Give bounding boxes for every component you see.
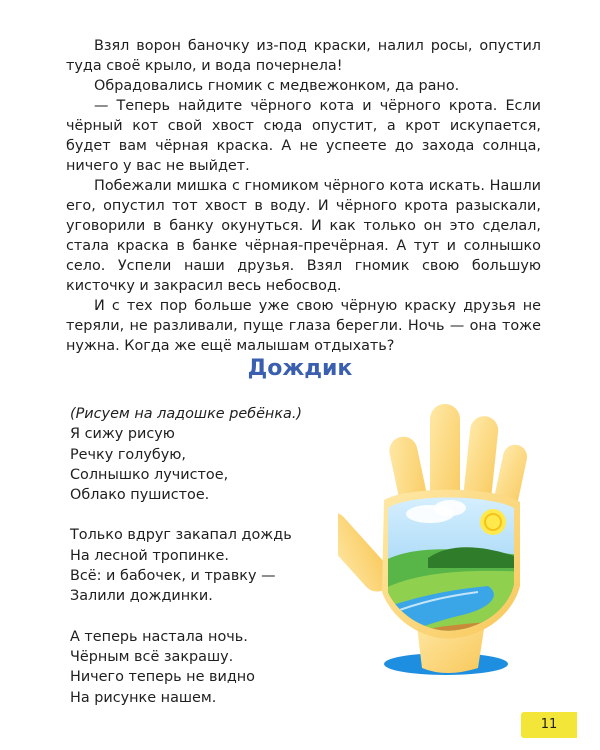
poem-line: Чёрным всё закрашу.	[70, 648, 234, 665]
stanza-gap	[70, 607, 330, 627]
poem-note: (Рисуем на ладошке ребёнка.)	[70, 406, 303, 422]
paragraph: Взял ворон баночку из-под краски, налил росы, опустил туда своё крыло, и вода почернела!	[66, 38, 541, 74]
poem-line: Я сижу рисую	[70, 426, 175, 443]
page-number: 11	[521, 712, 577, 738]
poem-line: На лесной тропинке.	[70, 547, 229, 564]
poem-line: Всё: и бабочек, и травку —	[70, 568, 276, 585]
poem-line: Речку голубую,	[70, 446, 186, 463]
painted-hand-icon	[338, 396, 538, 696]
paragraph: Обрадовались гномик с медвежонком, да рано.	[94, 78, 460, 94]
poem-line: Залили дождинки.	[70, 588, 213, 605]
paragraph: Побежали мишка с гномиком чёрного кота искать. Нашли его, опустил тот хвост в воду. И чёрного крота разыскали, уговорили в банку окунуться. И как только он это сделал, стала краска в банке чёрная-пречёрная. А тут и солнышко село. Успели наши друзья. Взял гномик свою большую кисточку и закрасил весь небосвод.	[66, 178, 541, 294]
poem	[70, 404, 330, 708]
paragraph: И с тех пор больше уже свою чёрную краску друзья не теряли, не разливали, пуще глаза берегли. Ночь — она тоже нужна. Когда же ещё малышам отдыхать?	[66, 298, 541, 354]
poem-line: Ничего теперь не видно	[70, 669, 255, 686]
poem-line: А теперь настала ночь.	[70, 628, 248, 645]
poem-title: Дождик	[247, 356, 353, 381]
poem-line: Только вдруг закапал дождь	[70, 527, 292, 544]
stanza-gap	[70, 505, 330, 525]
paragraph: — Теперь найдите чёрного кота и чёрного крота. Если чёрный кот свой хвост сюда опустит, а крот искупается, будет вам чёрная краска. А не успеете до захода солнца, ничего у вас не выйдет.	[66, 98, 541, 174]
poem-line: Солнышко лучистое,	[70, 466, 229, 483]
poem-line: Облако пушистое.	[70, 487, 210, 504]
story-text	[66, 36, 541, 356]
poem-line: На рисунке нашем.	[70, 689, 217, 706]
